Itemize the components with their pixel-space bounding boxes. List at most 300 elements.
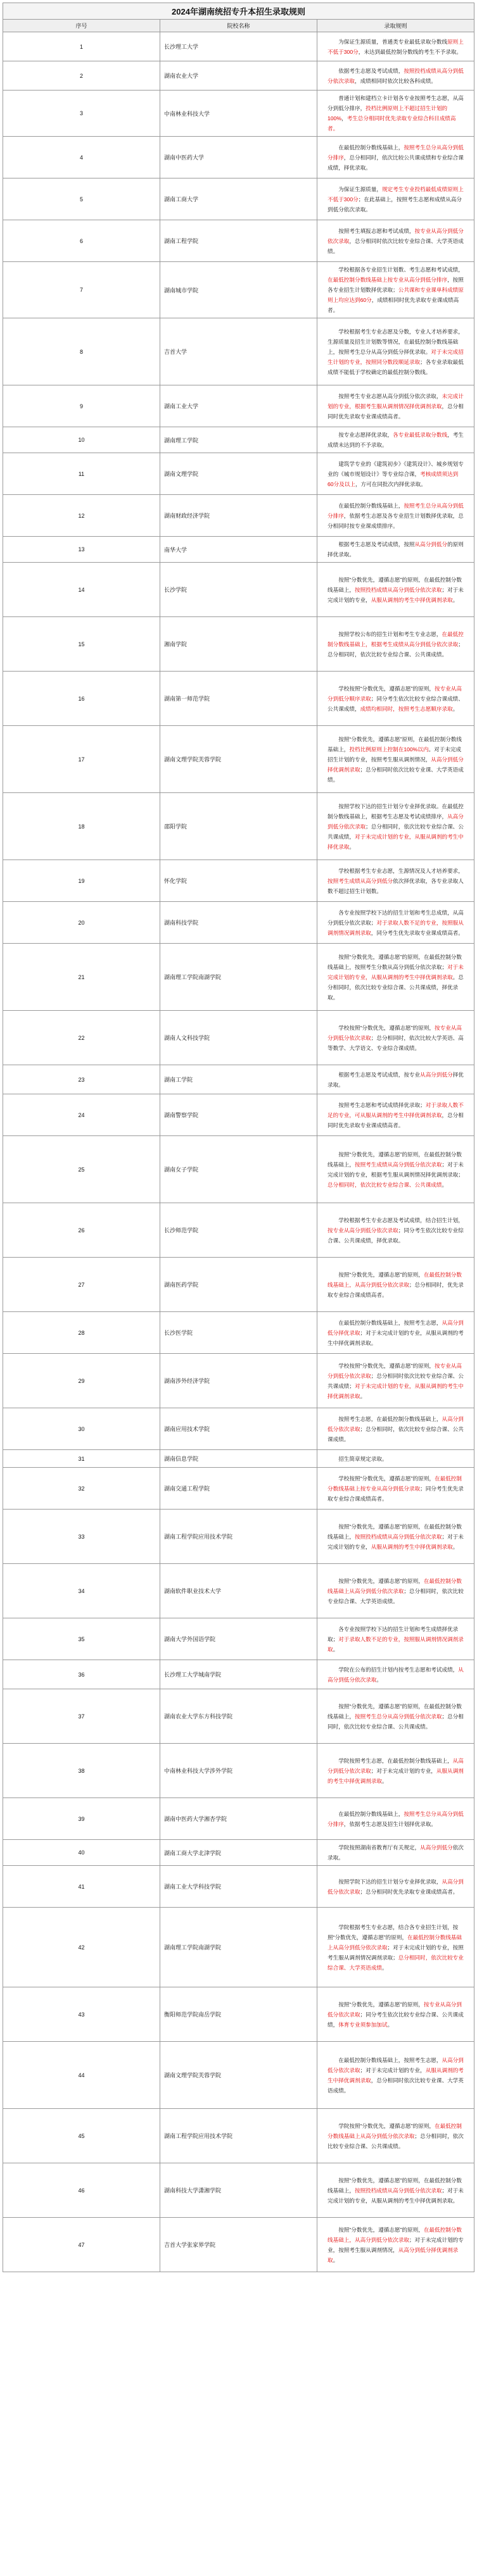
school-name: 湖南软件职业技术大学 bbox=[160, 1564, 317, 1618]
row-number: 34 bbox=[3, 1564, 160, 1618]
school-name: 湖南科技大学潇湘学院 bbox=[160, 2163, 317, 2218]
admission-rule bbox=[317, 563, 474, 617]
rule-highlight: 从高分到低分择优录取 bbox=[328, 1319, 464, 1336]
rule-text: 按照“分数优先，遵循志愿”的原则，在最低控制分数线基础上， bbox=[328, 1151, 462, 1168]
row-number: 39 bbox=[3, 1798, 160, 1840]
row-number: 3 bbox=[3, 91, 160, 137]
rule-highlight: 按专业从高分到低分依次录取 bbox=[328, 1024, 462, 1041]
rule-text: 为保证生源质量， bbox=[338, 185, 382, 192]
school-name: 湖南警察学院 bbox=[160, 1094, 317, 1136]
rule-text: ；总分相同时，依次比较专业综合课、大学英语成绩。 bbox=[328, 1587, 464, 1604]
rule-text: 。 bbox=[349, 843, 355, 850]
rule-highlight: 总分相同时，依次比较专业综合课、公共课成绩 bbox=[328, 1181, 442, 1188]
rule-text: 在最低控制分数线基础上，按照考生志愿， bbox=[338, 2056, 442, 2063]
rule-highlight: 从高分到低分依次录取 bbox=[328, 1878, 464, 1895]
rule-highlight: 在最低控制分数线基础上从高分到低分依次录取 bbox=[328, 1934, 462, 1951]
row-number: 6 bbox=[3, 220, 160, 262]
table-row bbox=[3, 318, 474, 385]
rule-highlight: 在最低控制分数线基础上按专业从高分到低分录取 bbox=[328, 1475, 462, 1492]
rule-text: 。 bbox=[376, 1676, 382, 1683]
rule-highlight: 考核成绩须达到60分及以上 bbox=[328, 470, 459, 487]
admission-rule bbox=[317, 1011, 474, 1065]
admission-rule bbox=[317, 1689, 474, 1744]
table-row bbox=[3, 1258, 474, 1312]
admission-rule bbox=[317, 860, 474, 902]
rule-highlight: 按照投档成绩从高分到低分依次录取 bbox=[328, 67, 464, 84]
rule-text: ；对于未完成计划的专业， bbox=[360, 2066, 426, 2073]
rule-text: ，总分相同时优先录取专业课成绩高者。 bbox=[328, 403, 464, 420]
table-row bbox=[3, 1660, 474, 1689]
row-number: 33 bbox=[3, 1510, 160, 1564]
admission-rule bbox=[317, 1450, 474, 1468]
rule-text: 学院按照湖南省教育厅有关规定， bbox=[338, 1844, 421, 1851]
row-number: 21 bbox=[3, 944, 160, 1011]
rule-text: ；对于未完成计划的专业，按照考生服从调剂情况， bbox=[328, 2236, 464, 2253]
rule-text: 学校根据考生专业志愿及考试成绩，结合招生计划， bbox=[338, 1216, 464, 1223]
admission-rule bbox=[317, 1354, 474, 1408]
rule-text: 。 bbox=[452, 705, 459, 712]
school-name: 南华大学 bbox=[160, 537, 317, 563]
admission-rule bbox=[317, 1258, 474, 1312]
school-name: 长沙医学院 bbox=[160, 1312, 317, 1354]
row-number: 2 bbox=[3, 61, 160, 91]
admission-rule bbox=[317, 137, 474, 178]
rule-highlight: 按照考生成绩从高分到低分依次录取 bbox=[354, 1161, 442, 1168]
rule-text: 在最低控制分数线基础上， bbox=[338, 144, 404, 151]
rule-text: 学院按照“分数优先，遵循志愿”的原则， bbox=[338, 2122, 435, 2129]
rule-text: 按照“分数优先，遵循志愿”的原则，在最低控制分数线基础上， bbox=[328, 576, 462, 593]
rule-text: ；总分相同时，优先录取专业综合课成绩高者。 bbox=[328, 1281, 464, 1298]
table-row bbox=[3, 1011, 474, 1065]
rule-highlight: 从高分到低分依次录取 bbox=[328, 1666, 464, 1683]
rule-highlight: 按照考生总分从高分到低分依次录取 bbox=[354, 1713, 442, 1720]
table-row bbox=[3, 1312, 474, 1354]
admission-rule bbox=[317, 91, 474, 137]
rule-highlight: 在最低控制分数线基础上，从高分到低分依次录取 bbox=[328, 1271, 462, 1288]
rule-text: 择优录取。 bbox=[328, 1071, 464, 1088]
rule-text: 的原则择优录取。 bbox=[328, 541, 464, 558]
rule-text: 招生简章规定录取。 bbox=[338, 1455, 388, 1462]
admission-rule bbox=[317, 262, 474, 318]
admission-rule bbox=[317, 793, 474, 860]
rule-highlight: 按照投档成绩从高分到低分依次录取 bbox=[354, 1533, 442, 1540]
school-name: 湖南理工学院 bbox=[160, 427, 317, 453]
rule-highlight: 在最低控制分数线基础上从高分到低分依次录取 bbox=[328, 2122, 462, 2139]
row-number: 42 bbox=[3, 1908, 160, 1987]
table-row bbox=[3, 1564, 474, 1618]
table-row bbox=[3, 1744, 474, 1798]
row-number: 15 bbox=[3, 617, 160, 672]
school-name: 怀化学院 bbox=[160, 860, 317, 902]
admission-rule bbox=[317, 1908, 474, 1987]
table-row bbox=[3, 453, 474, 495]
table-row bbox=[3, 1408, 474, 1450]
rule-text: 在最低控制分数线基础上，按照考生志愿， bbox=[338, 1319, 442, 1326]
school-name: 湖南财政经济学院 bbox=[160, 495, 317, 537]
rule-text: ；对于未完成计划的专业， bbox=[328, 586, 464, 603]
school-name: 湖南第一师范学院 bbox=[160, 672, 317, 726]
school-name: 衡阳师范学院南岳学院 bbox=[160, 1987, 317, 2042]
rule-highlight: 按照投档成绩从高分到低分依次录取 bbox=[354, 586, 442, 593]
rule-text: 按照“分数优先，遵循志愿”的原则，在最低控制分数线基础上， bbox=[328, 1523, 462, 1540]
row-number: 1 bbox=[3, 32, 160, 61]
rule-text: 依次择优录取，各专业录取人数不超过招生计划数。 bbox=[328, 877, 464, 894]
rule-text: ，总分相同时依次比较专业课、大学英语成绩。 bbox=[328, 2077, 464, 2094]
school-name: 湖南大学外国语学院 bbox=[160, 1618, 317, 1660]
rule-text: 按照“分数优先，遵循志愿”的原则， bbox=[338, 1577, 424, 1584]
school-name: 湖南涉外经济学院 bbox=[160, 1354, 317, 1408]
rule-highlight: 从高分到低分依次录取 bbox=[328, 1415, 464, 1432]
rule-text: ；同分考生依次比较专业综合课成绩、公共课成绩， bbox=[328, 695, 464, 712]
rule-text: 。对于未完成招生计划的专业，按照考生服从调剂情况， bbox=[328, 746, 462, 763]
table-row bbox=[3, 1510, 474, 1564]
rule-text: ；总分相同时依次比较专业课、大学英语成绩。 bbox=[328, 766, 464, 783]
school-name: 湖南中医药大学湘杏学院 bbox=[160, 1798, 317, 1840]
rule-highlight: 原则上不低于300分 bbox=[328, 38, 464, 55]
rule-text: 。 bbox=[387, 2021, 393, 2028]
table-row bbox=[3, 178, 474, 220]
rule-text: 按照“分数优先，遵循志愿”的原则， bbox=[338, 1271, 424, 1278]
admission-rule bbox=[317, 2218, 474, 2272]
table-row bbox=[3, 1798, 474, 1840]
admission-rule bbox=[317, 537, 474, 563]
table-row bbox=[3, 563, 474, 617]
table-row bbox=[3, 1987, 474, 2042]
table-header-row bbox=[3, 20, 474, 32]
rule-text: ，考生成绩未达到的不予录取。 bbox=[328, 432, 464, 448]
row-number: 13 bbox=[3, 537, 160, 563]
admission-rule bbox=[317, 1065, 474, 1094]
rule-text: 学校按照“分数优先，遵循志愿”的原则， bbox=[338, 1362, 435, 1369]
rule-text: 依次录取。 bbox=[328, 1844, 464, 1861]
admission-rule bbox=[317, 385, 474, 427]
rule-text: 学校按照“分数优先，遵循志愿”的原则， bbox=[338, 1475, 435, 1482]
rule-text: ，同分考生优先录取专业课成绩高者。 bbox=[371, 929, 464, 936]
table-row bbox=[3, 91, 474, 137]
school-name: 吉首大学 bbox=[160, 318, 317, 385]
rule-text: 。 bbox=[381, 1777, 388, 1784]
rule-text: ；对于未完成计划的专业，从服从调剂的考生中择优调剂录取。 bbox=[328, 2187, 464, 2204]
admission-rule bbox=[317, 617, 474, 672]
admission-rule bbox=[317, 1840, 474, 1866]
admission-rule bbox=[317, 1510, 474, 1564]
rule-highlight: 按照考生总分从高分到低分排序 bbox=[328, 144, 464, 161]
school-name: 湖南人文科技学院 bbox=[160, 1011, 317, 1065]
admission-rule bbox=[317, 61, 474, 91]
row-number: 18 bbox=[3, 793, 160, 860]
table-row bbox=[3, 61, 474, 91]
rule-highlight: 从服从调剂的考生中择优调剂录取 bbox=[328, 2066, 464, 2084]
school-name: 长沙学院 bbox=[160, 563, 317, 617]
admission-rule bbox=[317, 944, 474, 1011]
header-rule: 录取规则 bbox=[317, 20, 474, 32]
rule-text: 按照“分数优先，遵循志愿”的原则，在最低控制分数线基础上，按照考生分数从高分到低分依次录取； bbox=[328, 953, 462, 970]
rule-text: 按照学校下达的招生计划分专业择优录取。在最低控制分数线基础上，根据考生志愿及考试成绩排序， bbox=[328, 803, 464, 820]
rule-highlight: 从服从调剂的考生中择优调剂录取 bbox=[328, 1767, 464, 1784]
rule-text: 。总分相同时，依次比较专业综合课、公共课成绩，择优录取。 bbox=[328, 973, 464, 1001]
rule-text: ， bbox=[341, 115, 347, 122]
rule-text: ，成绩相同时优先录取专业课成绩高者。 bbox=[328, 297, 459, 313]
table-row bbox=[3, 1908, 474, 1987]
admission-rule bbox=[317, 902, 474, 944]
school-name: 湖南应用技术学院 bbox=[160, 1408, 317, 1450]
rule-highlight: 从高分到低分依次录取 bbox=[328, 2056, 464, 2073]
rule-highlight: 在最低控制分数线基础上，根据考生成绩从高分到低分依次录取 bbox=[328, 630, 464, 647]
table-row bbox=[3, 1840, 474, 1866]
school-name: 湖南文理学院芙蓉学院 bbox=[160, 726, 317, 793]
table-row bbox=[3, 1618, 474, 1660]
rule-text: ，方可在同批次内择优录取。 bbox=[355, 480, 426, 487]
row-number: 46 bbox=[3, 2163, 160, 2218]
table-row bbox=[3, 2042, 474, 2109]
table-row bbox=[3, 537, 474, 563]
rule-text: ，未达到最低控制分数线的考生不予录取。 bbox=[358, 48, 462, 55]
row-number: 28 bbox=[3, 1312, 160, 1354]
row-number: 31 bbox=[3, 1450, 160, 1468]
admission-rule bbox=[317, 1094, 474, 1136]
rule-text: ；对于未完成计划的专业，从服从调剂的考生中择优调剂录取。 bbox=[328, 1329, 464, 1346]
rule-text: ；在此基础上，按照考生志愿和成绩从高分到低分依次录取。 bbox=[328, 196, 462, 213]
rule-text: 按照“分数优先，遵循志愿”的原则，在最低控制分数线基础上， bbox=[328, 1703, 462, 1720]
table-row bbox=[3, 2109, 474, 2163]
rule-text: ；总分相同时，依次比较专业综合课、公共课成绩。 bbox=[328, 1425, 464, 1442]
rule-text: ；总分相同时优先录取专业课成绩高者。 bbox=[360, 1888, 459, 1895]
rule-text: 按照考生志愿，在最低控制分数线基础上， bbox=[338, 1415, 442, 1422]
school-name: 邵阳学院 bbox=[160, 793, 317, 860]
table-row bbox=[3, 1468, 474, 1510]
rule-text: 按照考生填报志愿和考试成绩， bbox=[338, 227, 415, 234]
rule-highlight: 按专业从高分到低分依次录取 bbox=[328, 1362, 462, 1379]
row-number: 10 bbox=[3, 427, 160, 453]
rule-text: 学院在公布的招生计划内按考生志愿和考试成绩， bbox=[338, 1666, 459, 1673]
rule-highlight: 从高分到低分依次录取 bbox=[328, 1757, 464, 1774]
row-number: 23 bbox=[3, 1065, 160, 1094]
school-name: 长沙师范学院 bbox=[160, 1203, 317, 1258]
rule-text: ；总分相同时依次比较专业综合课、公共课成绩； bbox=[328, 1372, 464, 1389]
row-number: 27 bbox=[3, 1258, 160, 1312]
table-row bbox=[3, 1065, 474, 1094]
row-number: 14 bbox=[3, 563, 160, 617]
rule-text: ，总分相同时，依次比较公共课成绩和专业综合课成绩，择优录取。 bbox=[328, 154, 464, 171]
table-row bbox=[3, 1203, 474, 1258]
rule-highlight: 对于未完成计划的专业，从服从调剂的考生中择优调剂录取 bbox=[328, 963, 464, 980]
row-number: 7 bbox=[3, 262, 160, 318]
rule-text: ，总分相同时依次比较专业综合课、大学英语成绩。 bbox=[328, 237, 464, 254]
rule-highlight: 总分相同时，依次比较专业综合课、大学英语成绩 bbox=[328, 1954, 464, 1971]
school-name: 湖南农业大学东方科技学院 bbox=[160, 1689, 317, 1744]
row-number: 36 bbox=[3, 1660, 160, 1689]
rule-text: 学校根据各专业招生计划数、考生志愿和考试成绩， bbox=[338, 266, 464, 273]
rule-text: 在最低控制分数线基础上， bbox=[338, 502, 404, 509]
rule-highlight: 按照投档成绩从高分到低分依次录取 bbox=[354, 2187, 442, 2194]
admission-rule bbox=[317, 1136, 474, 1203]
rule-text: 各专业按照学校下达的招生计划和考生成绩择优录取； bbox=[328, 1625, 459, 1642]
school-name: 中南林业科技大学 bbox=[160, 91, 317, 137]
school-name: 湖南工学院 bbox=[160, 1065, 317, 1094]
rule-text: 按照考生志愿和考试成绩择优录取； bbox=[338, 1101, 426, 1108]
rule-text: ，按照各专业招生计划数择优录取； bbox=[328, 277, 464, 293]
rule-text: 学院根据考生专业志愿，结合各专业招生计划，按照“分数优先，遵循志愿”的原则， bbox=[328, 1923, 459, 1941]
admission-rule bbox=[317, 1618, 474, 1660]
rule-text: 按照“分数优先，遵循志愿”的原则， bbox=[338, 2001, 424, 2008]
rule-text: 学校根据考生专业志愿，生源情况及人才培养要求， bbox=[338, 867, 464, 874]
row-number: 41 bbox=[3, 1866, 160, 1908]
rule-text: ，依据考生志愿及各专业招生计划数择优录取，总分相同时按专业课成绩排序。 bbox=[328, 512, 464, 529]
rule-text: ；各专业录取最低成绩不能低于学校确定的最低控制分数线。 bbox=[328, 358, 464, 375]
rule-text: 为保证生源质量，普通类专业最低录取分数线 bbox=[338, 38, 448, 45]
rule-text: 按照学校公布的招生计划和考生专业志愿， bbox=[338, 630, 442, 637]
row-number: 8 bbox=[3, 318, 160, 385]
school-name: 湖南工商大学北津学院 bbox=[160, 1840, 317, 1866]
rule-highlight: 规定考生专业投档最低成绩原则上不低于300分 bbox=[328, 185, 464, 203]
admission-rule bbox=[317, 2109, 474, 2163]
admission-rule bbox=[317, 1468, 474, 1510]
rule-highlight: 各专业最低录取分数线 bbox=[393, 432, 448, 438]
school-name: 吉首大学张家界学院 bbox=[160, 2218, 317, 2272]
table-row bbox=[3, 220, 474, 262]
rule-highlight: 按专业从高分到低分顺序录取 bbox=[328, 685, 462, 702]
rule-highlight: 对于录取人数不足的专业，可从服从调剂的考生中择优调剂录取 bbox=[328, 1101, 464, 1118]
table-row bbox=[3, 495, 474, 537]
header-school: 院校名称 bbox=[160, 20, 317, 32]
table-row bbox=[3, 385, 474, 427]
rule-text: 各专业按照学校下达的招生计划和考生总成绩，从高分到低分依次录取； bbox=[328, 909, 464, 926]
admission-rule bbox=[317, 1987, 474, 2042]
row-number: 44 bbox=[3, 2042, 160, 2109]
school-name: 长沙理工大学城南学院 bbox=[160, 1660, 317, 1689]
school-name: 湖南理工学院南湖学院 bbox=[160, 944, 317, 1011]
row-number: 47 bbox=[3, 2218, 160, 2272]
admission-rule bbox=[317, 2042, 474, 2109]
row-number: 12 bbox=[3, 495, 160, 537]
rule-text: 。 bbox=[360, 1392, 366, 1399]
rule-text: 根据考生志愿及考试成绩，按专业 bbox=[338, 1071, 421, 1078]
rule-highlight: 按专业从高分到低分依次录取 bbox=[328, 1227, 398, 1234]
rule-highlight: 投档比例原则上控制在100%以内 bbox=[349, 746, 429, 753]
rule-highlight: 从高分到低分 bbox=[420, 1844, 453, 1851]
rule-highlight: 对于录取人数不足的专业，按照服从调剂情况调剂录取 bbox=[328, 919, 464, 936]
row-number: 19 bbox=[3, 860, 160, 902]
row-number: 35 bbox=[3, 1618, 160, 1660]
school-name: 长沙理工大学 bbox=[160, 32, 317, 61]
rule-text: 。 bbox=[381, 1964, 388, 1971]
rule-highlight: 对于未完成计划的专业，从服从调剂的考生中择优调剂录取 bbox=[328, 1382, 464, 1399]
rule-text: 。 bbox=[452, 1543, 459, 1550]
row-number: 16 bbox=[3, 672, 160, 726]
row-number: 38 bbox=[3, 1744, 160, 1798]
school-name: 湖南工业大学 bbox=[160, 385, 317, 427]
row-number: 20 bbox=[3, 902, 160, 944]
rule-text: 。 bbox=[333, 1646, 339, 1653]
rule-text: 依据考生志愿及考试成绩， bbox=[338, 67, 404, 74]
rule-highlight: 从高分到低分 bbox=[420, 1071, 453, 1078]
rule-highlight: 从高分到低分择优调剂录取 bbox=[328, 2246, 459, 2263]
rule-text: 在最低控制分数线基础上， bbox=[338, 1810, 404, 1817]
rule-text: 学校按照“分数优先，遵循志愿”的原则， bbox=[338, 685, 435, 692]
row-number: 22 bbox=[3, 1011, 160, 1065]
rule-text: 普通计划和建档立卡计划各专业按照考生志愿，从高分到低分排序， bbox=[328, 95, 464, 111]
rule-highlight: 在最低控制分数线基础上按专业从高分到低分排序 bbox=[328, 277, 448, 283]
table-row bbox=[3, 137, 474, 178]
school-name: 湖南城市学院 bbox=[160, 262, 317, 318]
rule-text: 。 bbox=[442, 1181, 448, 1188]
table-row bbox=[3, 944, 474, 1011]
rule-text: 。 bbox=[333, 2256, 339, 2263]
admission-rule bbox=[317, 32, 474, 61]
admission-rule bbox=[317, 178, 474, 220]
admission-rule bbox=[317, 726, 474, 793]
school-name: 湖南科技学院 bbox=[160, 902, 317, 944]
rule-highlight: 公共课和专业课单科成绩原则上均应达到60分 bbox=[328, 287, 464, 303]
rule-text: 按专业志愿择优录取， bbox=[338, 432, 393, 438]
school-name: 湖南工程学院 bbox=[160, 220, 317, 262]
school-name: 湖南信息学院 bbox=[160, 1450, 317, 1468]
table-row bbox=[3, 902, 474, 944]
admission-rule bbox=[317, 1312, 474, 1354]
rule-highlight: 对于未完成招生计划的专业，按照同分数段顺延录取 bbox=[328, 348, 464, 365]
rule-text: ；总分相同时，依次比较专业综合课、公共课成绩， bbox=[328, 823, 464, 840]
table-row bbox=[3, 1450, 474, 1468]
rule-text: ；对于未完成计划的专业， bbox=[371, 1767, 436, 1774]
admission-rule bbox=[317, 1564, 474, 1618]
admission-rule bbox=[317, 1408, 474, 1450]
admission-rule bbox=[317, 1866, 474, 1908]
admission-rule bbox=[317, 318, 474, 385]
rule-highlight: 成绩均相同时，按照考生志愿顺序录取 bbox=[360, 705, 453, 712]
row-number: 40 bbox=[3, 1840, 160, 1866]
rule-highlight: 按专业从高分到低分依次录取 bbox=[328, 227, 464, 244]
table-row bbox=[3, 793, 474, 860]
rule-text: ；总分相同时，依次比较专业综合课、公共课成绩。 bbox=[328, 1713, 464, 1730]
rule-text: ；同分考生依次比较专业综合课、公共课成绩， bbox=[328, 2011, 464, 2028]
rule-text: 学校根据考生专业志愿及分数，专业人才培养要求，生源质量及招生计划数等情况，在最低控制分数线基础上，按照考生总分从高分到低分择优录取。 bbox=[328, 328, 464, 355]
row-number: 11 bbox=[3, 453, 160, 495]
school-name: 湖南工业大学科技学院 bbox=[160, 1866, 317, 1908]
school-name: 湘南学院 bbox=[160, 617, 317, 672]
table-row bbox=[3, 262, 474, 318]
rule-text: 按照学院下达的招生计划分专业择优录取， bbox=[338, 1878, 442, 1885]
admission-rule bbox=[317, 495, 474, 537]
rule-text: ；总分相同时，依次比较专业综合课、公共课成绩。 bbox=[328, 641, 464, 658]
table-row bbox=[3, 1136, 474, 1203]
admission-rule bbox=[317, 1744, 474, 1798]
admission-rule bbox=[317, 453, 474, 495]
school-name: 湖南工程学院应用技术学院 bbox=[160, 2109, 317, 2163]
row-number: 37 bbox=[3, 1689, 160, 1744]
row-number: 25 bbox=[3, 1136, 160, 1203]
school-name: 湖南农业大学 bbox=[160, 61, 317, 91]
rule-highlight: 投档比例原则上不超过招生计划的100% bbox=[328, 105, 448, 122]
table-row bbox=[3, 427, 474, 453]
table-row bbox=[3, 726, 474, 793]
table-row bbox=[3, 1866, 474, 1908]
admission-rules-table bbox=[3, 3, 474, 2272]
row-number: 30 bbox=[3, 1408, 160, 1450]
rule-highlight: 未完成计划的专业，根据考生服从调剂情况择优调剂录取 bbox=[328, 392, 464, 410]
rule-text: 按照考生专业志愿从高分到低分依次录取， bbox=[338, 392, 442, 399]
admission-rule bbox=[317, 672, 474, 726]
rule-highlight: 按专业从高分到低分依次录取 bbox=[328, 2001, 462, 2018]
table-row bbox=[3, 1094, 474, 1136]
row-number: 32 bbox=[3, 1468, 160, 1510]
rule-highlight: 对于未完成计划的专业，从服从调剂的考生中择优录取 bbox=[328, 833, 464, 850]
table-body bbox=[3, 32, 474, 2272]
admission-rule bbox=[317, 220, 474, 262]
school-name: 湖南工商大学 bbox=[160, 178, 317, 220]
row-number: 9 bbox=[3, 385, 160, 427]
school-name: 湖南医药学院 bbox=[160, 1258, 317, 1312]
rule-text: ；对于未完成计划的专业，根据考生服从调剂情况择优调剂录取； bbox=[328, 1161, 464, 1178]
